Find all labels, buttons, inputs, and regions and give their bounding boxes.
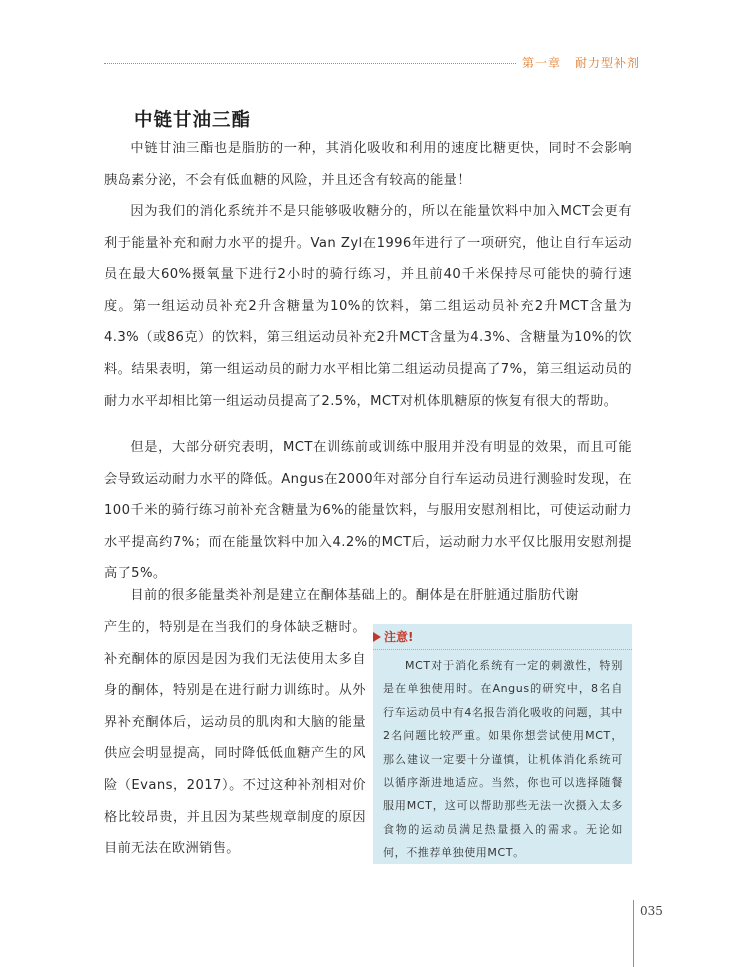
section-title: 中链甘油三酯: [134, 110, 252, 131]
paragraph-1: 中链甘油三酯也是脂肪的一种，其消化吸收和利用的速度比糖更快，同时不会影响胰岛素分泌，不会有低血糖的风险，并且还含有较高的能量！: [104, 141, 632, 188]
notice-heading-text: 注意!: [384, 630, 414, 644]
paragraph-4-continued: 产生的，特别是在当我们的身体缺乏糖时。补充酮体的原因是因为我们无法使用太多自身的酮体，特别是在进行耐力训练时。从外界补充酮体后，运动员的肌肉和大脑的能量供应会明显提高，同时降低低血糖产生的风险（Evans，2017）。不过这种补剂相对价格比较昂贵，并且因为某些规章制度的原因目前无法在欧洲销售。: [104, 620, 366, 857]
header-rule: [104, 63, 516, 64]
notice-heading: [373, 627, 413, 647]
notice-box: [373, 624, 632, 864]
page-number-rule: [633, 900, 634, 967]
paragraph-4: 目前的很多能量类补剂是建立在酮体基础上的。酮体是在肝脏通过脂肪代谢: [130, 588, 579, 603]
chapter-label: 第一章: [522, 56, 562, 70]
chapter-title: 耐力型补剂: [575, 56, 641, 70]
running-header: [522, 54, 640, 71]
page-number: 035: [640, 904, 663, 918]
paragraph-2: 因为我们的消化系统并不是只能够吸收糖分的，所以在能量饮料中加入MCT会更有利于能量补充和耐力水平的提升。Van Zyl在1996年进行了一项研究，他让自行车运动员在最大60%摄氧量下进行2小时的骑行练习，并且前40千米保持尽可能快的骑行速度。第一组运动员补充2升含糖量为10%的饮料，第二组运动员补充2升MCT含量为4.3%（或86克）的饮料，第三组运动员补充2升MCT含量为4.3%、含糖量为10%的饮料。结果表明，第一组运动员的耐力水平相比第二组运动员提高了7%，第三组运动员的耐力水平却相比第一组运动员提高了2.5%，MCT对机体肌糖原的恢复有很大的帮助。: [104, 204, 632, 409]
triangle-icon: [373, 632, 381, 642]
notice-body: MCT对于消化系统有一定的刺激性，特别是在单独使用时。在Angus的研究中，8名自行车运动员中有4名报告消化吸收的问题，其中2名问题比较严重。如果你想尝试使用MCT，那么建议一定要十分谨慎，让机体消化系统可以循序渐进地适应。当然，你也可以选择随餐服用MCT，这可以帮助那些无法一次摄入太多食物的运动员满足热量摄入的需求。无论如何，不推荐单独使用MCT。: [383, 659, 623, 860]
paragraph-3: 但是，大部分研究表明，MCT在训练前或训练中服用并没有明显的效果，而且可能会导致运动耐力水平的降低。Angus在2000年对部分自行车运动员进行测验时发现，在100千米的骑行练习前补充含糖量为6%的能量饮料，与服用安慰剂相比，可使运动耐力水平提高约7%；而在能量饮料中加入4.2%的MCT后，运动耐力水平仅比服用安慰剂提高了5%。: [104, 440, 632, 582]
notice-divider: [373, 649, 632, 650]
